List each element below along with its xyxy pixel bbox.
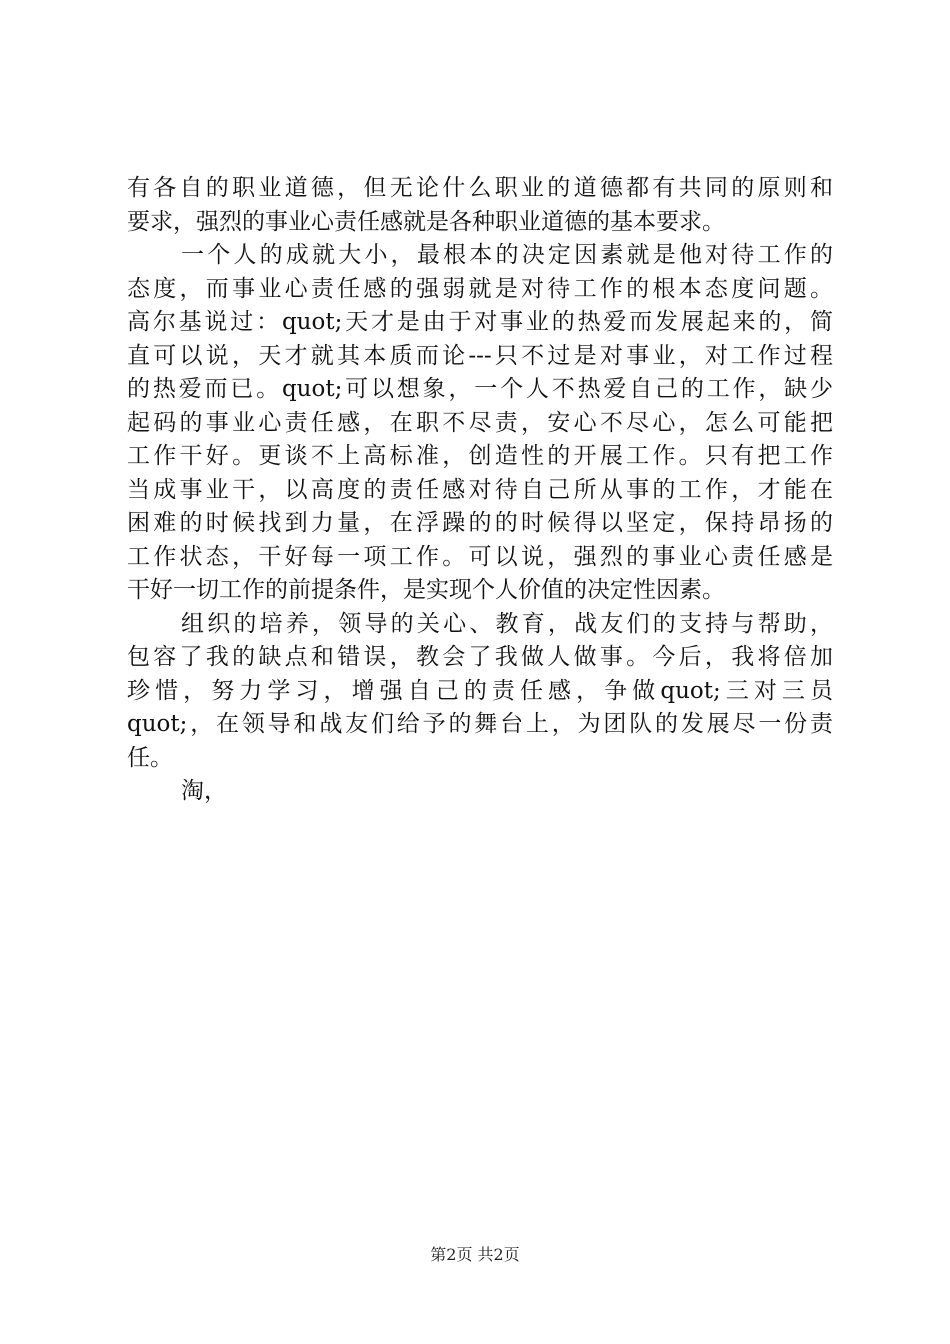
paragraph-first-line: 组织的培养，领导的关心、教育，战友们的支持与帮助， <box>181 610 833 637</box>
text-line: 珍惜，努力学习，增强自己的责任感，争做quot;三对三员 <box>127 677 833 704</box>
text-line: 直可以说，天才就其本质而论---只不过是对事业，对工作过程 <box>127 342 833 369</box>
text-line: 起码的事业心责任感，在职不尽责，安心不尽心，怎么可能把 <box>127 409 833 436</box>
text-line: 有各自的职业道德，但无论什么职业的道德都有共同的原则和 <box>127 175 833 201</box>
text-line: 当成事业干，以高度的责任感对待自己所从事的工作，才能在 <box>127 476 833 503</box>
text-line: 的热爱而已。quot;可以想象，一个人不热爱自己的工作，缺少 <box>127 376 833 402</box>
text-line: 工作干好。更谈不上高标准，创造性的开展工作。只有把工作 <box>127 443 833 469</box>
document-body <box>127 172 833 809</box>
text-line: 困难的时候找到力量，在浮躁的的时候得以坚定，保持昂扬的 <box>127 510 833 536</box>
paragraph-first-line: 淘， <box>181 778 227 804</box>
text-line: 态度，而事业心责任感的强弱就是对待工作的根本态度问题。 <box>127 275 833 302</box>
text-line: 干好一切工作的前提条件，是实现个人价值的决定性因素。 <box>127 577 725 603</box>
text-line: 高尔基说过：quot;天才是由于对事业的热爱而发展起来的，简 <box>127 309 833 335</box>
text-line: 工作状态，干好每一项工作。可以说，强烈的事业心责任感是 <box>127 543 833 570</box>
page-number: 第2页 共2页 <box>430 1245 520 1264</box>
text-line: 任。 <box>127 744 173 771</box>
text-line: 要求，强烈的事业心责任感就是各种职业道德的基本要求。 <box>127 208 725 235</box>
paragraph-first-line: 一个人的成就大小，最根本的决定因素就是他对待工作的 <box>181 242 833 268</box>
text-line: 包容了我的缺点和错误，教会了我做人做事。今后，我将倍加 <box>127 644 833 670</box>
text-line: quot;，在领导和战友们给予的舞台上，为团队的发展尽一份责 <box>127 711 833 737</box>
